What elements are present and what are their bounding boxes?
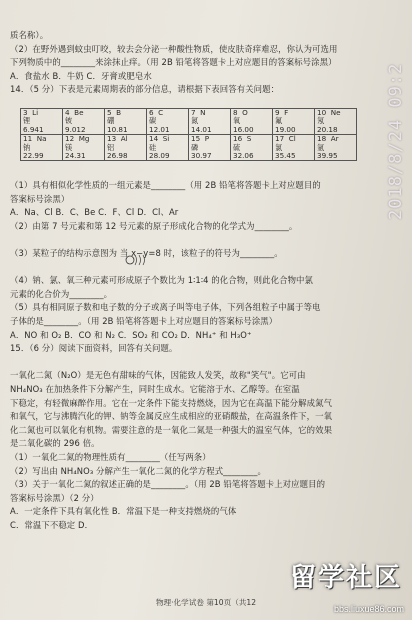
text-line: （2）在野外遇到蚊虫叮咬，较去会分泌一种酸性物质，使皮肤奇痒难忍，你认为可选用 — [10, 43, 338, 54]
element-cell: 4 Be 铍 9.012 — [63, 109, 105, 135]
photo-timestamp: 2018/8/24 09:2 — [386, 62, 406, 220]
text-line: （2）由第 7 号元素和第 12 号元素的原子形成化合物的化学式为________。 — [10, 220, 298, 231]
text-line: 答案标号涂黑） — [10, 193, 70, 204]
text-line: （3）某粒子的结构示意图为 当 x−y=8 时，该粒子的符号为________。 — [10, 248, 283, 258]
text-line: 和氧气，它与沸腾汽化的钾、钠等金属反应生成相应的亚硝酸盐，在高温条件下，一氧 — [10, 411, 333, 422]
text-line: 下稳定，有轻微麻醉作用。它在一定条件下能支持燃烧，因为它在高温下能分解成氮气 — [10, 397, 333, 408]
watermark-url: bbs.liuxue86.com — [333, 604, 404, 614]
element-cell: 10 Ne 氖 20.18 — [315, 109, 357, 135]
text-line: （5）具有相同原子数和电子数的分子或离子叫等电子体，下列各组粒子中属于等电 — [10, 302, 321, 313]
periodic-table — [20, 108, 357, 161]
text-line: （1）一氧化二氮的物理性质有________（任写两条） — [10, 452, 211, 462]
element-cell: 5 B 硼 10.81 — [105, 109, 147, 135]
element-cell: 9 F 氟 19.00 — [273, 109, 315, 135]
element-cell: 13 Al 铝 26.98 — [105, 135, 147, 161]
element-cell: 16 S 硫 32.06 — [231, 135, 273, 161]
element-cell: 18 Ar 氩 39.95 — [315, 135, 357, 161]
element-cell: 15 P 磷 30.97 — [189, 135, 231, 161]
text-line: A．一定条件下具有氧化性 B．常温下是一种支持燃烧的气体 — [10, 506, 237, 517]
element-cell: 17 Cl 氯 35.45 — [273, 135, 315, 161]
text-line: （1）具有相似化学性质的一组元素是________（用 2B 铅笔将答题卡上对应题目的 — [10, 180, 321, 190]
text-line: 是二氧化碳的 296 倍。 — [10, 438, 100, 449]
element-cell: 14 Si 硅 28.09 — [147, 135, 189, 161]
element-cell: 6 C 碳 12.01 — [147, 109, 189, 135]
element-cell: 7 N 氮 14.01 — [189, 109, 231, 135]
text-line: 答案标号涂黑）（2 分） — [10, 492, 99, 503]
page-footer: 物理·化学试卷 第10页（共12 — [155, 598, 257, 607]
atom-structure-icon — [124, 254, 150, 266]
element-cell: 3 Li 锂 6.941 — [21, 109, 63, 135]
text-line: A．食盐水 B．牛奶 C．牙膏或肥皂水 — [10, 70, 152, 81]
element-cell: 11 Na 钠 22.99 — [21, 135, 63, 161]
text-line: （4）钠、氯、氧三种元素可形成原子个数比为 1∶1∶4 的化合物，则此化合物中氯 — [10, 275, 313, 286]
text-line: A．NO 和 O₂ B．CO 和 N₂ C．SO₂ 和 CO₂ D．NH₄⁺ 和 H₃O⁺ — [10, 329, 252, 340]
text-line: C．常温下不稳定 D． — [10, 520, 94, 530]
text-line: 质名称）。 — [10, 30, 49, 40]
text-line: 化二氮也可以氧化有机物。需要注意的是一氧化二氮是一种强大的温室气体，它的效果 — [10, 424, 333, 435]
text-line: 下列物质中的________来涂抹止痒。（用 2B 铅笔将答题卡上对应题目的答案标号涂黑） — [10, 57, 337, 68]
text-line: A．Na、Cl B．C、Be C．F、Cl D．Cl、Ar — [10, 207, 179, 218]
element-cell: 12 Mg 镁 24.31 — [63, 135, 105, 161]
text-line: （3）关于一氧化二氮的叙述正确的是________。（用 2B 铅笔将答题卡上对应题目的 — [10, 479, 326, 490]
text-line: NH₄NO₃ 在加热条件下分解产生，同时生成水。它能溶于水、乙醇等。在室温 — [10, 384, 300, 394]
text-line: （2）写出由 NH₄NO₃ 分解产生一氧化二氮的化学方程式________。 — [10, 465, 266, 476]
text-line: 15．（6 分）阅读下面资料，回答有关问题。 — [10, 343, 178, 354]
text-line: 14．（5 分）下表是元素周期表的部分信息，请根据下表回答有关问题： — [10, 84, 280, 95]
watermark-logo: 留学社区 — [289, 563, 402, 593]
text-line: 一氧化二氮（N₂O）是无色有甜味的气体，因能致人发笑，故称"笑气"。它可由 — [10, 370, 306, 381]
text-line: 元素的化合价为________。 — [10, 288, 113, 299]
text-line: 子体的是________。（用 2B 铅笔将答题卡上对应题目的答案标号涂黑） — [10, 316, 278, 326]
element-cell: 8 O 氧 16.00 — [231, 109, 273, 135]
